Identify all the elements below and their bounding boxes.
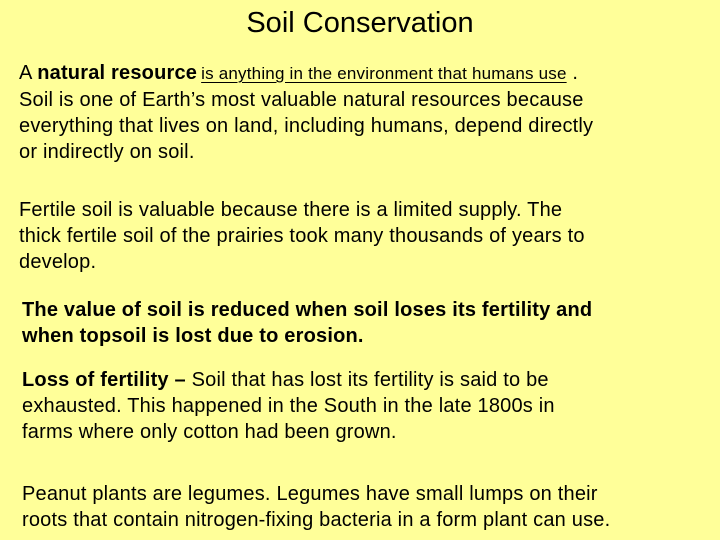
natural-resource-term: natural resource [37,62,198,84]
definition-blank: is anything in the environment that humans use [201,64,567,83]
peanut-line: roots that contain nitrogen-fixing bacteria in a form plant can use. [22,509,611,531]
loss-line: farms where only cotton had been grown. [22,421,397,443]
loss-line: exhausted. This happened in the South in the late 1800s in [22,395,555,417]
loss-of-fertility-paragraph [22,367,720,445]
loss-first-line [22,367,720,393]
loss-first-line-text: Soil that has lost its fertility is said to be [185,369,549,391]
soil-value-paragraph [22,297,720,349]
intro-line: Soil is one of Earth’s most valuable natural resources because [19,89,584,111]
value-line: when topsoil is lost due to erosion. [22,325,364,347]
fertile-line: thick fertile soil of the prairies took many thousands of years to [19,225,585,247]
fertile-line: Fertile soil is valuable because there is a limited supply. The [19,199,563,221]
fertile-soil-paragraph [19,197,719,275]
slide-title: Soil Conservation [246,7,474,39]
definition-line [19,60,719,87]
intro-line: everything that lives on land, including humans, depend directly [19,115,594,137]
loss-heading: Loss of fertility – [22,369,186,391]
value-line: The value of soil is reduced when soil loses its fertility and [22,299,593,321]
intro-line: or indirectly on soil. [19,141,195,163]
intro-paragraph [19,60,719,165]
peanut-paragraph [22,481,720,533]
peanut-line: Peanut plants are legumes. Legumes have small lumps on their [22,483,598,505]
definition-end: . [566,62,579,84]
definition-prefix: A [19,62,38,84]
fertile-line: develop. [19,251,97,273]
